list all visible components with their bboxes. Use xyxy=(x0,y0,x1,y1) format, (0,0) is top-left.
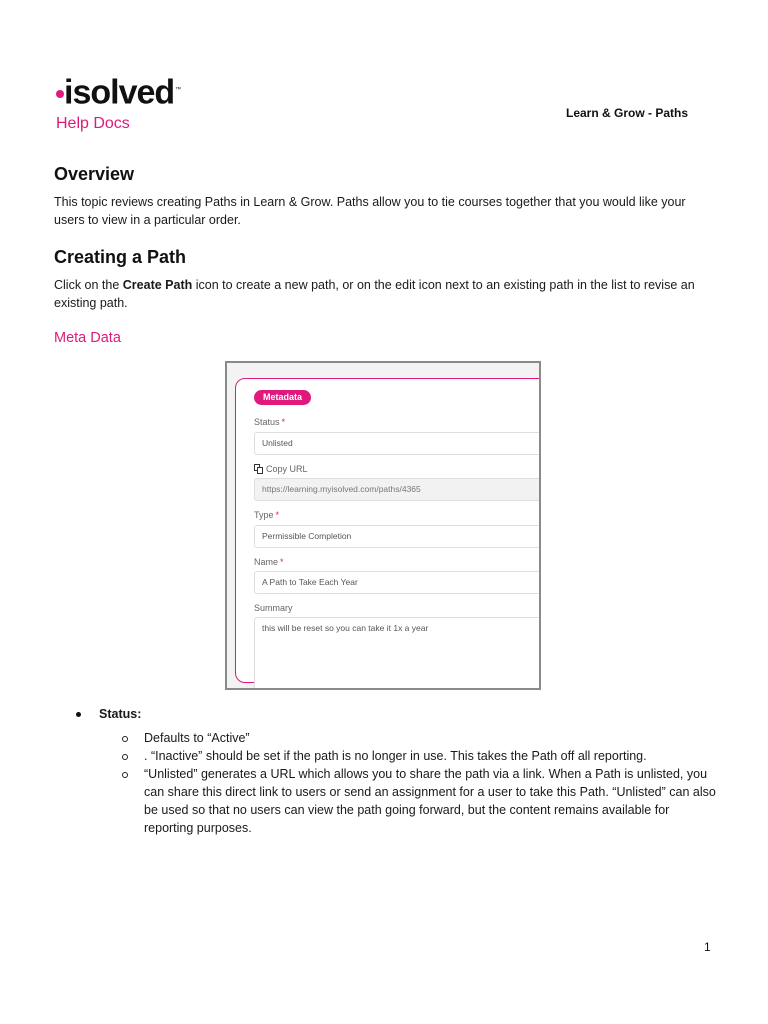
logo-dot xyxy=(56,90,64,98)
status-item-inactive: . “Inactive” should be set if the path is no longer in use. This takes the Path off all reporting. xyxy=(144,749,647,763)
type-field-label: Type * xyxy=(254,510,280,520)
status-item-active: Defaults to “Active” xyxy=(144,731,250,745)
copy-icon[interactable] xyxy=(254,464,263,474)
status-select[interactable]: Unlisted xyxy=(254,432,541,455)
summary-field-label: Summary xyxy=(254,603,293,613)
create-path-term: Create Path xyxy=(122,278,193,292)
sub-bullet-icon xyxy=(122,772,128,778)
creating-path-text: Click on the Create Path icon to create a new path, or on the edit icon next to an existing path in the list to revise an existing path. xyxy=(54,278,695,310)
sub-bullet-icon xyxy=(122,754,128,760)
overview-text: This topic reviews creating Paths in Learn & Grow. Paths allow you to tie courses together that you would like your users to view in a particular order. xyxy=(54,195,686,227)
copy-url-label[interactable]: Copy URL xyxy=(266,464,308,474)
meta-data-heading: Meta Data xyxy=(54,330,121,346)
name-field-label: Name * xyxy=(254,557,284,567)
name-input[interactable]: A Path to Take Each Year xyxy=(254,571,541,594)
bullet-icon xyxy=(76,712,81,717)
summary-textarea[interactable]: this will be reset so you can take it 1x a year xyxy=(254,617,541,690)
status-field-label: Status * xyxy=(254,417,286,427)
creating-path-heading: Creating a Path xyxy=(54,247,187,267)
type-select[interactable]: Permissible Completion xyxy=(254,525,541,548)
sub-bullet-icon xyxy=(122,736,128,742)
document-title: Learn & Grow - Paths xyxy=(566,106,689,120)
metadata-panel xyxy=(235,378,541,683)
help-docs-label: Help Docs xyxy=(56,115,130,132)
status-item-unlisted: “Unlisted” generates a URL which allows you to share the path via a link. When a Path is unlisted, you can share this direct link to users or send an assignment for a user to take this Path. “Unlisted” can also be used so that no users can view the path going forward, but the content remains available for reporting purposes. xyxy=(144,767,716,835)
overview-heading: Overview xyxy=(54,164,135,184)
metadata-screenshot xyxy=(225,361,541,690)
isolved-logo: isolved™ xyxy=(64,73,181,112)
status-heading: Status: xyxy=(99,707,142,721)
url-field[interactable]: https://learning.myisolved.com/paths/4365 xyxy=(254,478,541,501)
metadata-badge: Metadata xyxy=(254,390,311,405)
page-number: 1 xyxy=(704,940,711,954)
